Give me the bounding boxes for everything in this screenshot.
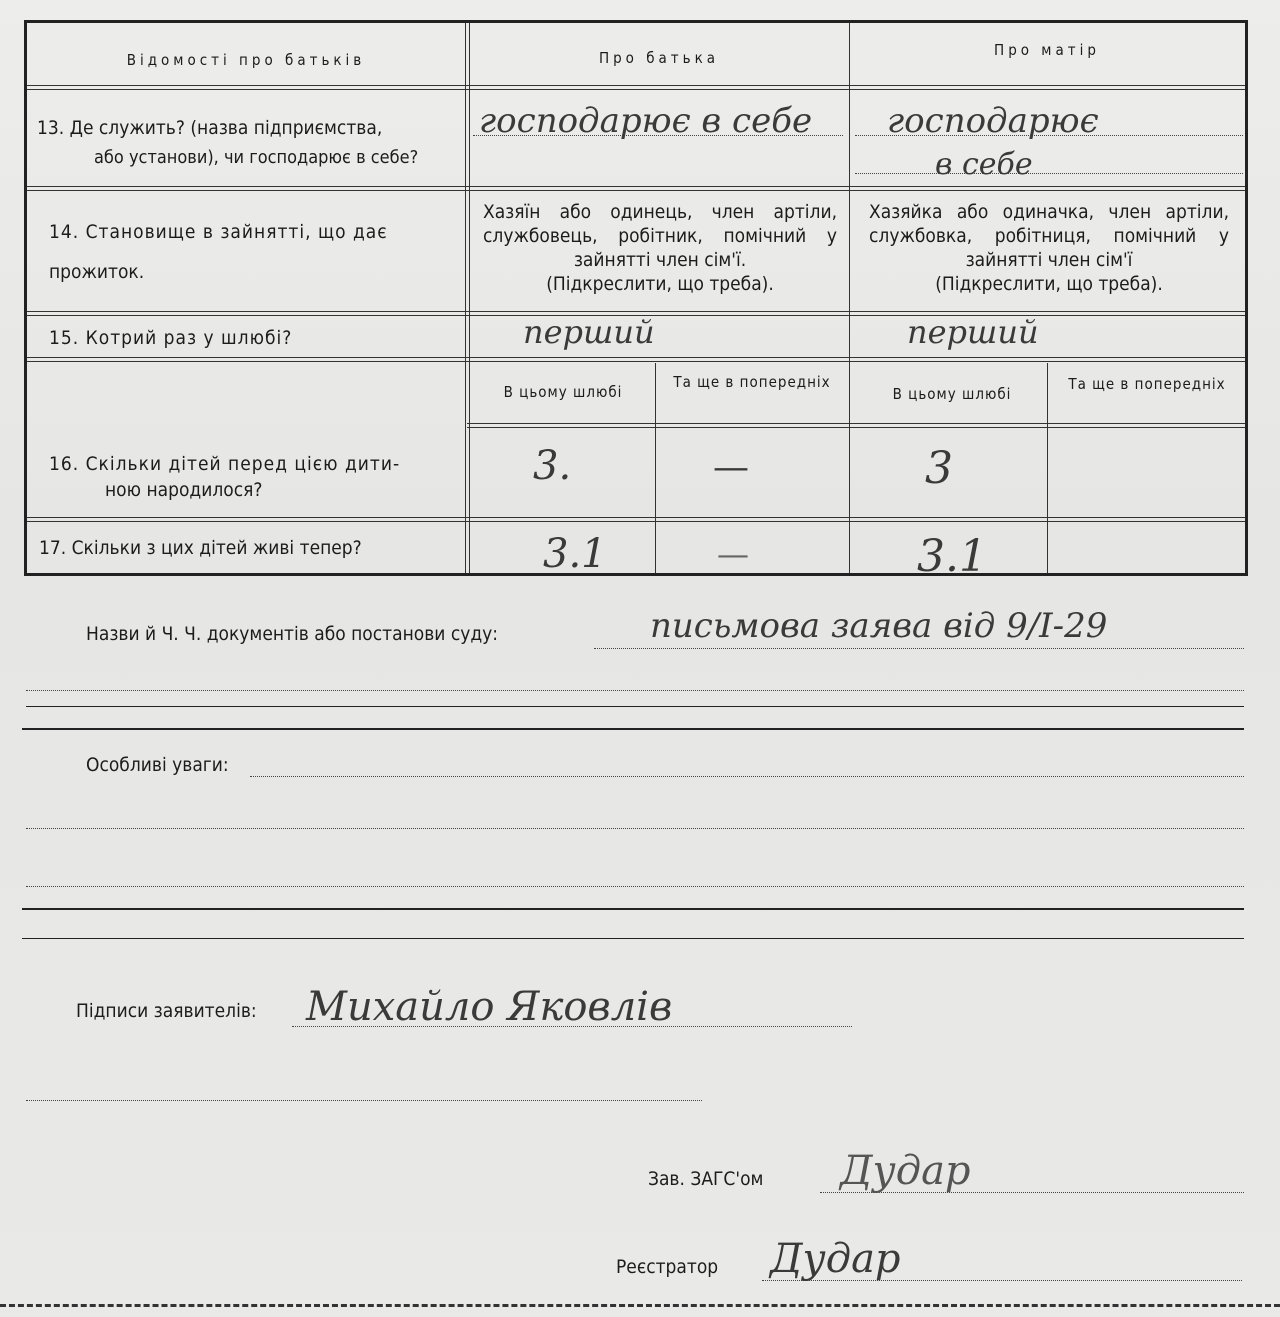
- question-15: 15. Котрий раз у шлюбі?: [49, 327, 293, 349]
- signatures-value: Михайло Яковлів: [306, 984, 673, 1030]
- parents-info-table: [24, 20, 1248, 582]
- remarks-line-2: [26, 828, 1244, 829]
- head-signature: Дудар: [840, 1148, 971, 1194]
- question-14-line1: 14. Становище в зайнятті, що дає: [49, 221, 388, 243]
- column-divider: [849, 23, 850, 573]
- row-divider: [27, 186, 1245, 191]
- answer-line: [855, 173, 1243, 174]
- remarks-separator: [22, 908, 1244, 910]
- row-divider: [27, 85, 1245, 90]
- question-16-line1: 16. Скільки дітей перед цією дити-: [49, 453, 401, 475]
- question-17: 17. Скільки з цих дітей живі тепер?: [39, 537, 362, 559]
- column-divider: [1047, 363, 1048, 573]
- question-16: [49, 449, 463, 501]
- father-options-text: Хазяїн або одинець, член артіли, службовець, робітник, помічний у зайнятті член сім'ї.: [483, 201, 837, 271]
- column-divider: [465, 23, 466, 573]
- subheader-mother-this: В цьому шлюбі: [892, 385, 1012, 403]
- documents-line-2: [26, 690, 1244, 691]
- question-16-line2: ною народилося?: [105, 479, 263, 501]
- answer-13-father: господарює в себе: [479, 101, 813, 141]
- question-13: [37, 113, 465, 173]
- head-label: Зав. ЗАГС'ом: [648, 1168, 764, 1190]
- remarks-line: [250, 776, 1244, 777]
- section-separator: [22, 728, 1244, 730]
- subheader-father-prev: Та ще в попередніх: [673, 373, 831, 391]
- registrar-label: Реєстратор: [616, 1256, 719, 1278]
- documents-line: [594, 648, 1244, 649]
- answer-13-mother-line2: в себе: [935, 147, 1033, 182]
- mother-options-text: Хазяйка або одиначка, член артіли, службовка, робітниця, помічний у зайнятті член сім'ї: [869, 201, 1229, 271]
- question-13-line2: або установи), чи господарює в себе?: [94, 147, 419, 168]
- question-13-line1: 13. Де служить? (назва підприємства,: [37, 117, 383, 139]
- answer-16-father-prev: —: [713, 447, 749, 488]
- registrar-signature: Дудар: [770, 1236, 901, 1282]
- subheader-mother-prev: Та ще в попередніх: [1068, 375, 1226, 393]
- mother-options-note: (Підкреслити, що треба).: [935, 273, 1163, 295]
- answer-15-mother: перший: [907, 313, 1039, 351]
- father-occupation-options: [483, 200, 837, 296]
- column-divider: [655, 363, 656, 573]
- answer-17-mother-this: 3.1: [917, 531, 987, 582]
- row-divider: [27, 357, 1245, 362]
- mother-occupation-options: [869, 200, 1229, 296]
- answer-17-father-prev: —: [717, 535, 749, 573]
- question-14: [49, 217, 459, 287]
- row-divider: [27, 517, 1245, 522]
- answer-16-mother-this: 3: [925, 443, 953, 494]
- signatures-line-2: [26, 1100, 702, 1101]
- subheader-father-this: В цьому шлюбі: [503, 383, 623, 401]
- signatures-line: [292, 1026, 852, 1027]
- answer-15-father: перший: [523, 313, 655, 351]
- question-14-line2: прожиток.: [49, 261, 145, 283]
- documents-label: Назви й Ч. Ч. документів або постанови суду:: [86, 623, 499, 645]
- header-info: Відомості про батьків: [126, 51, 366, 69]
- signatures-label: Підписи заявителів:: [76, 1000, 257, 1022]
- answer-17-father-this: 3.1: [543, 531, 607, 577]
- answer-16-father-this: 3.: [533, 443, 572, 489]
- page-bottom-edge: [0, 1304, 1280, 1307]
- header-mother: Про матір: [994, 41, 1100, 59]
- remarks-separator-2: [22, 938, 1244, 939]
- documents-separator: [26, 706, 1244, 707]
- documents-value: письмова заява від 9/I-29: [650, 606, 1108, 646]
- header-father: Про батька: [598, 49, 720, 67]
- row-divider: [467, 423, 1245, 428]
- answer-13-mother-line1: господарює: [887, 101, 1099, 141]
- remarks-line-3: [26, 886, 1244, 887]
- father-options-note: (Підкреслити, що треба).: [546, 273, 774, 295]
- column-divider: [469, 23, 470, 573]
- remarks-label: Особливі уваги:: [86, 754, 229, 776]
